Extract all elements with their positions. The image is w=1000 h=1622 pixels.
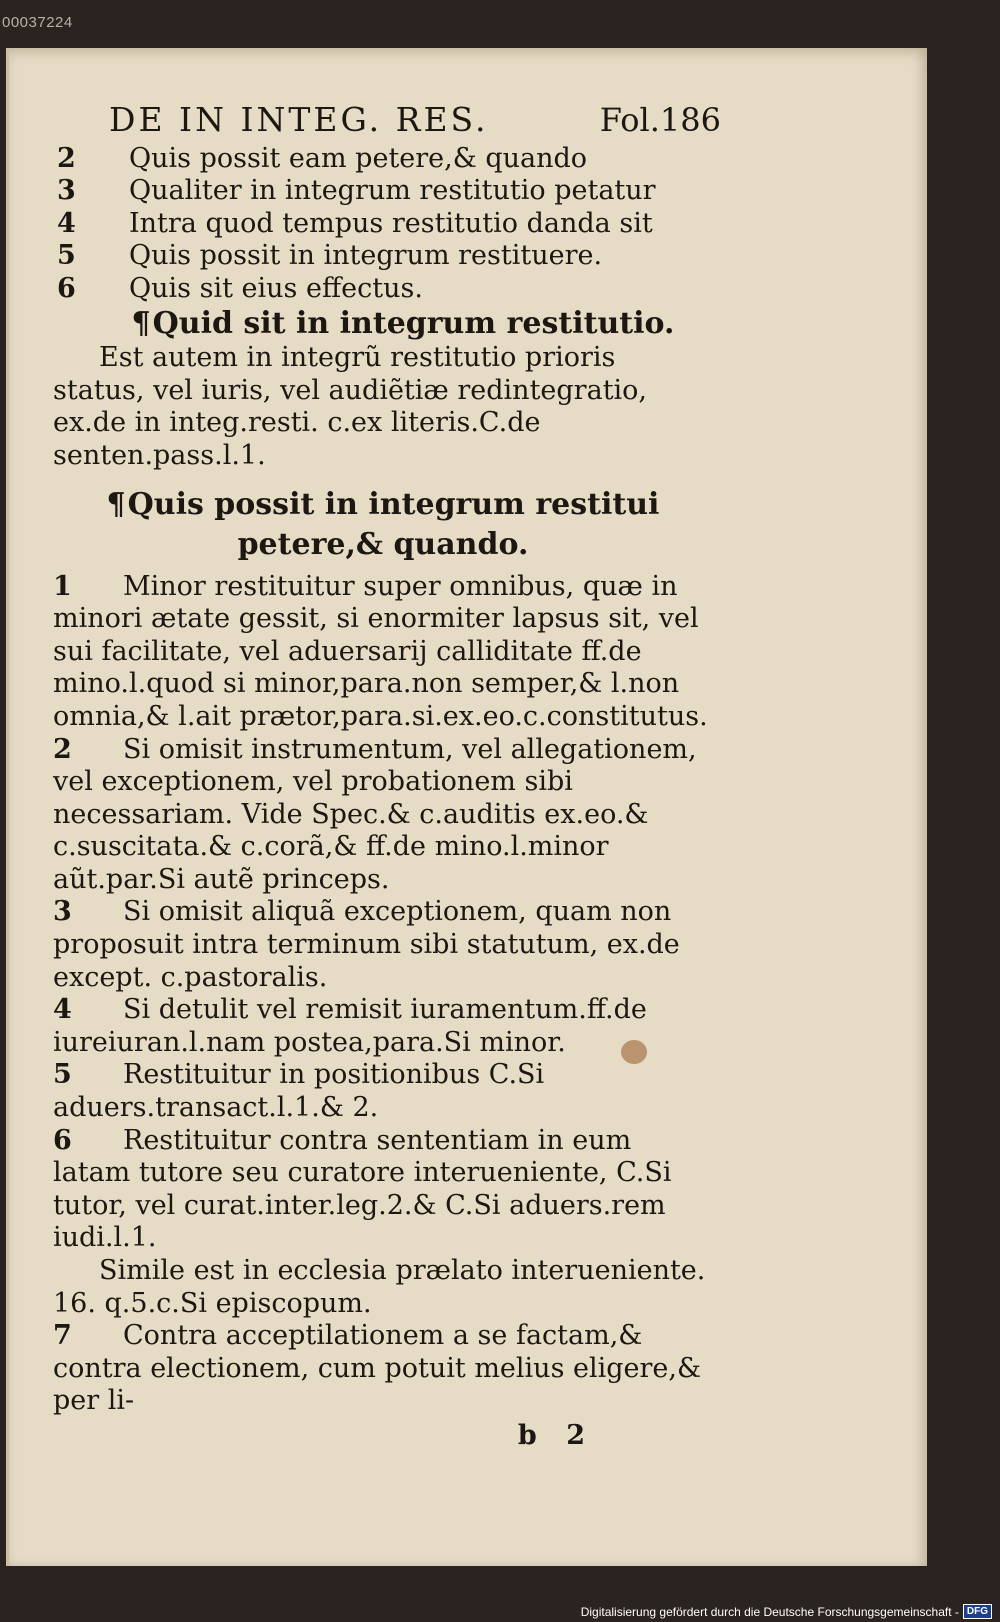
item-number: 5	[53, 1059, 72, 1091]
numbered-item	[53, 994, 713, 1059]
toc-item	[53, 143, 713, 176]
book-page	[6, 48, 927, 1566]
toc-item	[53, 273, 713, 306]
numbered-item	[53, 734, 713, 897]
definition-paragraph: Est autem in integrũ restitutio prioris status, vel iuris, vel audiẽtiæ redintegratio, ex.de in integ.resti. c.ex literis.C.de senten.pass.l.1.	[53, 342, 648, 471]
item-number: 4	[53, 994, 72, 1026]
item-number: 3	[53, 896, 72, 928]
toc-number: 2	[57, 142, 76, 174]
item-number: 2	[53, 733, 72, 765]
item-text: Si omisit instrumentum, vel allegationem, vel exceptionem, vel probationem sibi necessariam. Vide Spec.& c.auditis ex.eo.& c.suscitata.& c.corã,& ff.de mino.l.minor aũt.par.Si autẽ princeps.	[53, 733, 697, 895]
numbered-item	[53, 1059, 713, 1124]
item-number: 6	[53, 1124, 72, 1156]
toc-text: Intra quod tempus restitutio danda sit	[129, 207, 653, 239]
toc-text: Quis possit eam petere,& quando	[129, 142, 588, 174]
item-number: 7	[53, 1320, 72, 1352]
toc-number: 6	[57, 272, 76, 304]
item-text: Restituitur in positionibus C.Si aduers.transact.l.1.& 2.	[53, 1059, 545, 1124]
item-number: 1	[53, 570, 72, 602]
item-text: Si omisit aliquã exceptionem, quam non proposuit intra terminum sibi statutum, ex.de except. c.pastoralis.	[53, 896, 680, 993]
pilcrow-mark: ¶	[106, 486, 126, 522]
dfg-logo-icon: DFG	[963, 1604, 992, 1619]
toc-text: Quis possit in integrum restituere.	[129, 240, 603, 272]
numbered-item	[53, 896, 713, 994]
toc-text: Quis sit eius effectus.	[129, 272, 423, 304]
numbered-item	[53, 1125, 713, 1255]
numbered-item	[53, 571, 713, 734]
running-header	[109, 100, 721, 139]
section-heading-text: Quid sit in integrum restitutio.	[152, 305, 675, 341]
page-text	[53, 100, 721, 1453]
toc-number: 3	[57, 175, 76, 207]
header-title: DE IN INTEG. RES.	[109, 100, 489, 139]
toc-item	[53, 240, 713, 273]
section-heading	[93, 305, 713, 341]
section-heading	[53, 485, 713, 565]
footer-credit-text: Digitalisierung gefördert durch die Deutsche Forschungsgemeinschaft -	[580, 1604, 959, 1619]
item-text: Restituitur contra sententiam in eum latam tutore seu curatore interueniente, C.Si tutor, vel curat.inter.leg.2.& C.Si aduers.rem iudi.l.1.	[53, 1124, 672, 1254]
section-heading-line-1: Quis possit in integrum restitui	[127, 486, 660, 522]
toc-item	[53, 208, 713, 241]
item-text: Si detulit vel remisit iuramentum.ff.de iureiuran.l.nam postea,para.Si minor.	[53, 994, 647, 1058]
item-text: Contra acceptilationem a se factam,& contra electionem, cum potuit melius eligere,& per li-	[53, 1320, 702, 1417]
scan-id: 00037224	[2, 14, 73, 31]
toc-list	[53, 143, 713, 306]
toc-number: 5	[57, 240, 76, 272]
numbered-item	[53, 1320, 713, 1418]
simile-paragraph: Simile est in ecclesia prælato interueniente. 16. q.5.c.Si episcopum.	[53, 1255, 706, 1319]
toc-item	[53, 175, 713, 208]
toc-number: 4	[57, 207, 76, 239]
signature-mark: b 2	[517, 1419, 595, 1451]
section-heading-line-2: petere,& quando.	[237, 526, 529, 562]
folio-number: Fol.186	[599, 101, 721, 139]
toc-text: Qualiter in integrum restitutio petatur	[129, 175, 656, 207]
item-text: Minor restituitur super omnibus, quæ in minori ætate gessit, si enormiter lapsus sit, vel sui facilitate, vel aduersarij calliditate ff.de mino.l.quod si minor,para.non semper,& l.non omnia,& l.ait prætor,para.si.ex.eo.c.constitutus.	[53, 570, 708, 732]
footer-credit	[581, 1604, 992, 1619]
pilcrow-mark: ¶	[131, 305, 151, 341]
